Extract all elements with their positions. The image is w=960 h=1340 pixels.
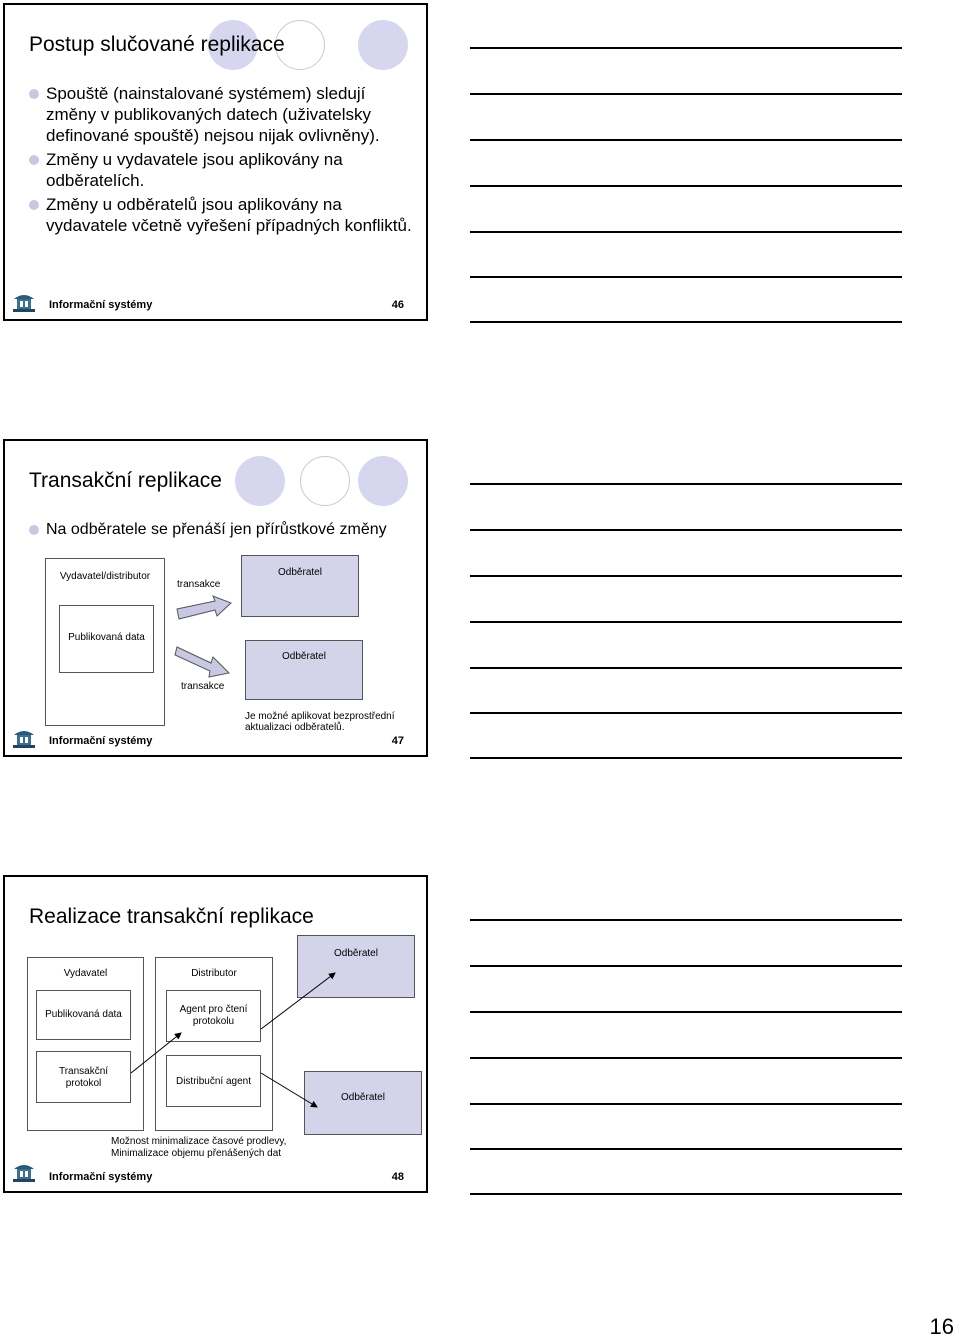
sheet-page-number: 16 bbox=[929, 1314, 954, 1339]
distributor-label: Distributor bbox=[191, 968, 237, 979]
arrow-line bbox=[261, 973, 335, 1029]
note-line bbox=[470, 276, 902, 278]
note-line bbox=[470, 712, 902, 714]
note-line bbox=[470, 47, 902, 49]
publisher-label: Vydavatel bbox=[63, 968, 108, 979]
slide-title: Postup slučované replikace bbox=[29, 33, 285, 56]
transaction-label: transakce bbox=[181, 681, 225, 692]
transaction-label: transakce bbox=[177, 579, 221, 590]
note-line bbox=[470, 919, 902, 921]
published-data-label: Publikovaná data bbox=[68, 632, 145, 643]
note-line bbox=[470, 1193, 902, 1195]
subscriber-label: Odběratel bbox=[282, 651, 326, 662]
note-line bbox=[470, 667, 902, 669]
slide-number: 46 bbox=[391, 299, 404, 311]
note-line bbox=[470, 139, 902, 141]
slide-46 bbox=[3, 3, 428, 321]
university-logo-icon bbox=[11, 725, 37, 751]
distribution-agent-label: Distribuční agent bbox=[175, 1076, 252, 1087]
log-reader-agent-label: Agent pro čtení protokolu bbox=[179, 1004, 248, 1027]
decor-circle bbox=[358, 20, 408, 70]
footer-title: Informační systémy bbox=[49, 1171, 153, 1183]
footer-title: Informační systémy bbox=[49, 299, 153, 311]
note-line bbox=[470, 621, 902, 623]
slide-title: Transakční replikace bbox=[29, 469, 222, 492]
diagram-note: Je možné aplikovat bezprostřední aktualizaci odběratelů. bbox=[245, 711, 395, 733]
note-line bbox=[470, 575, 902, 577]
subscriber-label: Odběratel bbox=[278, 567, 322, 578]
bullet-item: Na odběratele se přenáší jen přírůstkové změny bbox=[29, 519, 419, 540]
note-line bbox=[470, 529, 902, 531]
university-logo-icon bbox=[11, 1159, 37, 1185]
subscriber-label: Odběratel bbox=[334, 948, 378, 959]
diagram-note: Možnost minimalizace časové prodlevy, Minimalizace objemu přenášených dat bbox=[111, 1136, 287, 1159]
slide-48 bbox=[3, 875, 428, 1193]
note-line bbox=[470, 1148, 902, 1150]
transaction-log-label: Transakční protokol bbox=[58, 1066, 109, 1089]
note-line bbox=[470, 1103, 902, 1105]
slide-number: 48 bbox=[391, 1171, 404, 1183]
arrow-line bbox=[131, 1033, 181, 1073]
bullet-list bbox=[29, 83, 419, 239]
slide-47 bbox=[3, 439, 428, 757]
publisher-label: Vydavatel/distributor bbox=[59, 571, 151, 582]
university-logo-icon bbox=[11, 289, 37, 315]
slide-number: 47 bbox=[391, 735, 404, 747]
footer-title: Informační systémy bbox=[49, 735, 153, 747]
note-line bbox=[470, 1057, 902, 1059]
note-line bbox=[470, 93, 902, 95]
note-line bbox=[470, 231, 902, 233]
transaction-arrows bbox=[5, 441, 428, 757]
published-data-label: Publikovaná data bbox=[45, 1009, 122, 1020]
subscriber-label: Odběratel bbox=[341, 1092, 385, 1103]
arrow-shape bbox=[175, 647, 229, 677]
note-line bbox=[470, 1011, 902, 1013]
arrow-shape bbox=[177, 596, 231, 619]
note-line bbox=[470, 965, 902, 967]
bullet-item: Spouště (nainstalované systémem) sledují změny v publikovaných datech (uživatelsky definované spouště) nejsou nijak ovlivněny). bbox=[29, 83, 419, 146]
arrow-line bbox=[261, 1073, 317, 1107]
bullet-item: Změny u odběratelů jsou aplikovány na vydavatele včetně vyřešení případných konfliktů. bbox=[29, 194, 419, 236]
note-line bbox=[470, 185, 902, 187]
slide-title: Realizace transakční replikace bbox=[29, 905, 314, 928]
bullet-item: Změny u vydavatele jsou aplikovány na odběratelích. bbox=[29, 149, 419, 191]
note-line bbox=[470, 321, 902, 323]
note-line bbox=[470, 757, 902, 759]
note-line bbox=[470, 483, 902, 485]
